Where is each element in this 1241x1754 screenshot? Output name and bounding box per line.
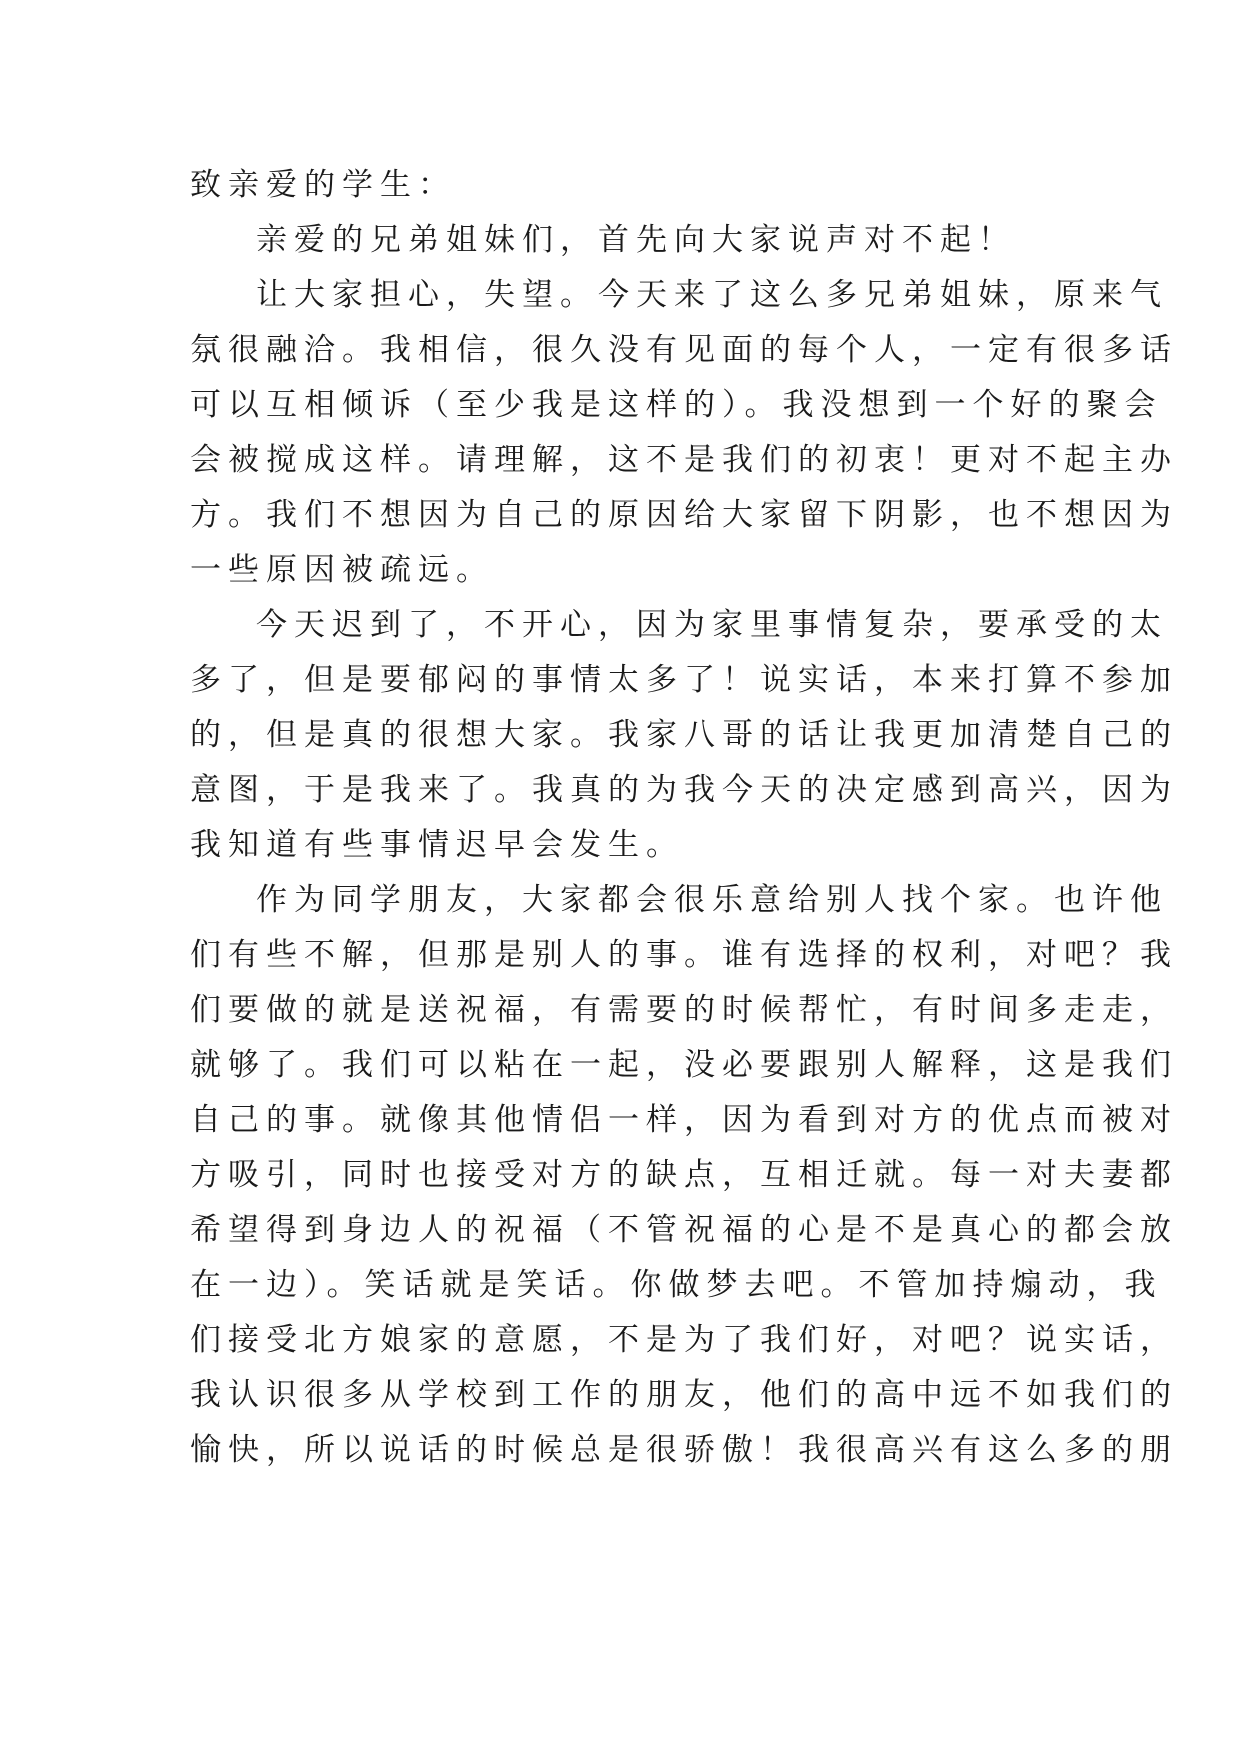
paragraph-line: 们有些不解，但那是别人的事。谁有选择的权利，对吧？我 [190,937,1178,973]
paragraph-line: 希望得到身边人的祝福（不管祝福的心是不是真心的都会放 [190,1212,1178,1248]
paragraph-line: 会被搅成这样。请理解，这不是我们的初衷！更对不起主办 [190,442,1178,478]
paragraph-line: 我认识很多从学校到工作的朋友，他们的高中远不如我们的 [190,1377,1178,1413]
paragraph-line: 氛很融洽。我相信，很久没有见面的每个人，一定有很多话 [190,332,1178,368]
paragraph-line: 一些原因被疏远。 [190,552,494,588]
paragraph-line: 可以互相倾诉（至少我是这样的）。我没想到一个好的聚会 [190,387,1163,423]
letter-body [190,158,1178,1478]
paragraph-line: 愉快，所以说话的时候总是很骄傲！我很高兴有这么多的朋 [190,1432,1178,1468]
paragraph-line: 作为同学朋友，大家都会很乐意给别人找个家。也许他 [256,882,1168,918]
paragraph-line: 亲爱的兄弟姐妹们，首先向大家说声对不起！ [256,222,1016,258]
paragraph-line: 多了，但是要郁闷的事情太多了！说实话，本来打算不参加 [190,662,1178,698]
paragraph-line: 们要做的就是送祝福，有需要的时候帮忙，有时间多走走， [190,992,1178,1028]
paragraph-line: 们接受北方娘家的意愿，不是为了我们好，对吧？说实话， [190,1322,1178,1358]
paragraph-line: 方吸引，同时也接受对方的缺点，互相迁就。每一对夫妻都 [190,1157,1178,1193]
salutation: 致亲爱的学生： [190,167,456,203]
paragraph-line: 就够了。我们可以粘在一起，没必要跟别人解释，这是我们 [190,1047,1178,1083]
paragraph-line: 今天迟到了，不开心，因为家里事情复杂，要承受的太 [256,607,1168,643]
paragraph-line: 方。我们不想因为自己的原因给大家留下阴影，也不想因为 [190,497,1178,533]
paragraph-line: 自己的事。就像其他情侣一样，因为看到对方的优点而被对 [190,1102,1178,1138]
paragraph-line: 在一边）。笑话就是笑话。你做梦去吧。不管加持煽动，我 [190,1267,1163,1303]
paragraph-line: 我知道有些事情迟早会发生。 [190,827,684,863]
paragraph-line: 的，但是真的很想大家。我家八哥的话让我更加清楚自己的 [190,717,1178,753]
paragraph-line: 意图，于是我来了。我真的为我今天的决定感到高兴，因为 [190,772,1178,808]
paragraph-line: 让大家担心，失望。今天来了这么多兄弟姐妹，原来气 [256,277,1168,313]
